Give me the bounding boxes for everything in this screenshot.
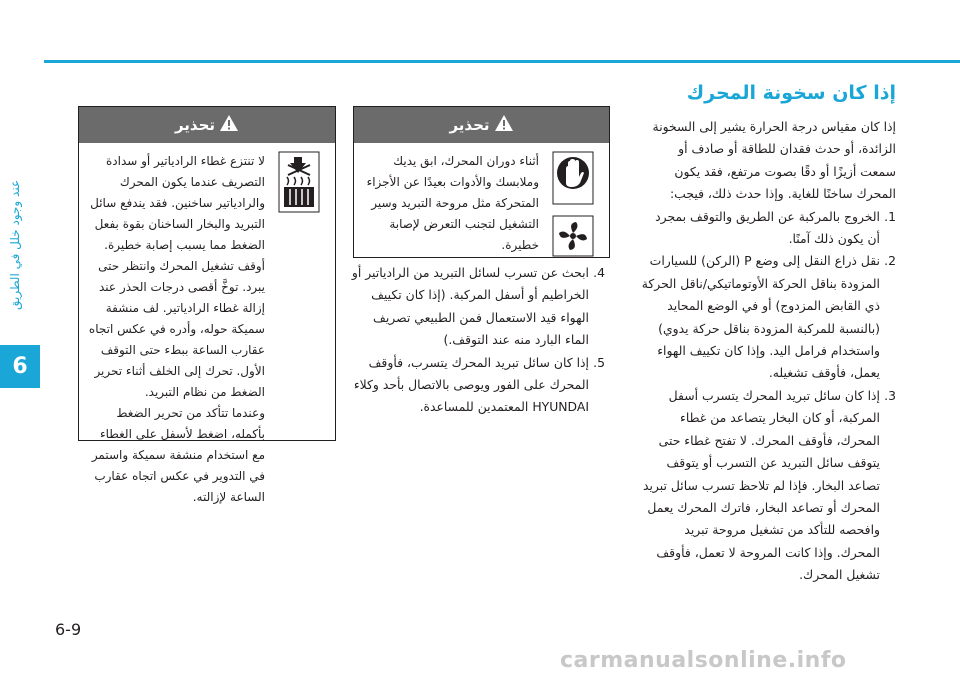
warning-label: تحذير: [449, 116, 490, 134]
instructions-column-middle: [350, 262, 605, 419]
list-item-text: ابحث عن تسرب لسائل التبريد من الرادياتير أو الخراطيم أو أسفل المركبة. (إذا كان تكييف الهواء قيد الاستعمال فمن الطبيعي تصريف الماء البارد منه عند التوقف.): [351, 265, 589, 348]
list-item: [350, 352, 605, 419]
header-rule: [44, 60, 960, 63]
warning-triangle-icon: [494, 114, 514, 136]
hot-radiator-icon: [278, 151, 320, 217]
warning-paragraph: أوقف تشغيل المحرك وانتظر حتى يبرد. توخَّ أقصى درجات الحذر عند إزالة غطاء الرادياتير. لف منشفة سميكة حوله، وأدره في عكس اتجاه عقارب الساعة ببطء حتى التوقف الأول. تحرك إلى الخلف أثناء تحرير الضغط من نظام التبريد.: [88, 259, 265, 399]
chapter-label: عند وجود خلل في الطريق: [8, 179, 22, 311]
section-heading: إذا كان سخونة المحرك: [686, 82, 896, 104]
list-item: [641, 385, 896, 587]
list-item: [641, 206, 896, 251]
warning-paragraph: لا تنتزع غطاء الرادياتير أو سدادة التصريف عندما يكون المحرك والرادياتير ساخنين. فقد يندفع سائل التبريد والبخار الساخنان بقوة بفعل الضغط مما يسبب إصابة خطيرة.: [90, 154, 265, 252]
warning-paragraph: وعندما تتأكد من تحرير الضغط بأكمله، اضغط لأسفل على الغطاء مع استخدام منشفة سميكة واستمر في التدوير في عكس اتجاه عقارب الساعة لإزالته.: [91, 406, 265, 504]
watermark: carmanualsonline.info: [560, 648, 847, 673]
warning-header: [79, 107, 335, 143]
list-item-number: 2.: [884, 253, 896, 269]
chapter-sidebar: [0, 0, 40, 685]
list-item: [641, 250, 896, 384]
list-item-text: إذا كان سائل تبريد المحرك يتسرب، فأوقف المحرك على الفور ويوصى بالاتصال بأحد وكلاء HYUNDAI المعتمدين للمساعدة.: [353, 354, 589, 415]
list-item-text: نقل ذراع النقل إلى وضع P (الركن) للسيارات المزودة بناقل الحركة الأوتوماتيكي/ناقل الحركة ذي القابض المزدوج) أو في الوضع المحايد (بالنسبة للمركبة المزودة بناقل حركة يدوي) واستخدام فرامل اليد. وإذا كان تكييف الهواء يعمل، فأوقف تشغيله.: [641, 253, 880, 381]
list-item: [350, 262, 605, 352]
list-item-text: الخروج بالمركبة عن الطريق والتوقف بمجرد أن يكون ذلك آمنًا.: [655, 208, 880, 247]
warning-triangle-icon: [219, 114, 239, 136]
warning-text: أثناء دوران المحرك، ابق يديك وملابسك والأدوات بعيدًا عن الأجزاء المتحركة مثل مروحة التبريد وسير التشغيل لتجنب التعرض لإصابة خطيرة.: [366, 154, 539, 252]
hand-stop-icon: [552, 151, 594, 209]
list-item-number: 1.: [884, 208, 896, 224]
intro-paragraph: إذا كان مقياس درجة الحرارة يشير إلى السخونة الزائدة، أو حدث فقدان للطاقة أو صادف أو سمعت أزيزًا أو دقًا بصوت مرتفع، فقد يكون المحرك ساخنًا للغاية. وإذا حدث ذلك، فيجب:: [652, 119, 896, 202]
warning-label: تحذير: [174, 116, 216, 134]
warning-box-moving-parts: [353, 106, 610, 258]
instructions-column-right: [641, 116, 896, 587]
warning-box-radiator-cap: [78, 106, 336, 504]
list-item-number: 4.: [593, 265, 605, 280]
list-item-text: إذا كان سائل تبريد المحرك يتسرب أسفل المركبة، أو كان البخار يتصاعد من غطاء المحرك، فأوقف المحرك. لا تفتح غطاء حتى يتوقف سائل التبريد عن التسرب أو يتوقف تصاعد البخار. فإذا لم تلاحظ تسرب سائل تبريد المحرك أو تصاعد البخار، فاترك المحرك يعمل وافحصه للتأكد من تشغيل مروحة تبريد المحرك. وإذا كانت المروحة لا تعمل، فأوقف تشغيل المحرك.: [642, 387, 880, 583]
chapter-number-badge: 6: [0, 345, 40, 388]
fan-icon: [552, 215, 594, 261]
list-item-number: 3.: [884, 387, 896, 403]
list-item-number: 5.: [593, 354, 605, 370]
page-number: 6-9: [55, 620, 82, 639]
warning-header: [354, 107, 609, 143]
